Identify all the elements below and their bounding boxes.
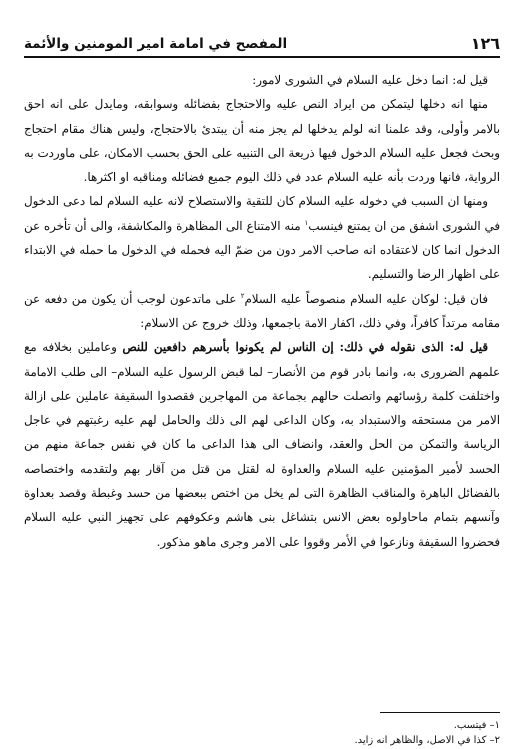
- footnote-ref-1: ١: [304, 218, 309, 227]
- paragraph-4-text-before: فان قيل: لوكان عليه السلام منصوصاً عليه السلام: [244, 291, 488, 306]
- paragraph-1: قيل له: انما دخل عليه السلام في الشورى لامور:: [252, 73, 488, 87]
- paragraph-3-text-before: ومنها ان السبب في دخوله عليه السلام كان للتقية والاستصلاح لانه عليه السلام لما دعى الدخول في الشورى اشفق من ان يمتنع فينسب: [24, 194, 500, 233]
- paragraph-4: [24, 287, 500, 336]
- page-number: ١٢٦: [470, 34, 500, 53]
- paragraph-4-text-after: على ماتدعون لوجب أن يكون من دفعه عن مقامه مرتداً كافراً، وفي ذلك، اكفار الامة باجمعها، وذلك خروج عن الاسلام:: [24, 291, 500, 330]
- footnote-2: ٢– كذا في الاصل، والظاهر انه زايد.: [354, 735, 500, 746]
- paragraph-5-text: وعاملين بخلافه مع علمهم الضرورى به، وانما بادر قوم من الأنصار– لما قبض الرسول عليه السلام– الى طلب الامامة واختلفت كلمة رؤسائهم واتصلت حالهم بجماعة من المهاجرين فقصدوا السقيفة عاملين على ازالة الامر من مستحقه والاستبداد به، وكان الداعى لهم الى ذلك والحامل لهم عليه رغبتهم في عاجل الرياسة والتمكن من الحل والعقد، وانضاف الى هذا الداعى ما كان في نفس جماعة منهم من الحسد لأمير المؤمنين عليه السلام والعداوة له لقتل من قتل من آقار بهم ولتقدمه واختصاصه بالفضائل الباهرة والمناقب الظاهرة التى لم يخل من اختص ببعضها من حسد وغبطة وقصد بعداوة وآنسهم بتمام ماحاولوه بعض الانس بتشاغل بنى هاشم وعكوفهم على تجهيز النبي عليه السلام فحضروا السقيفة ونازعوا في الأمر وقووا على الامر وجرى ماهو مذكور.: [24, 340, 500, 549]
- document-page: [24, 26, 500, 746]
- body-text: [24, 68, 500, 554]
- paragraph-5: [24, 335, 500, 554]
- footnote-ref-2: ٢: [240, 291, 245, 300]
- footnote-1: ١– فيتسب.: [453, 720, 500, 731]
- running-title: المفصح في امامة امير المومنين والأئمة: [24, 36, 288, 52]
- paragraph-2: منها انه دخلها ليتمكن من ايراد النص عليه والاحتجاج بفضائله وسوابقه، ومايدل على انه احق بالامر وأولى، وقد علمنا انه لولم يدخلها لم يجز منه أن يبتدئ بالاحتجاج، وليس هناك مقام احتجاج وبحث فجعل عليه السلام الدخول فيها ذريعة الى التنبيه على الحق بحسب الامكان، على ماوردت به الرواية، فانها وردت بأنه عليه السلام عدد في ذلك اليوم جميع فضائله ومناقبه او اكثرها.: [24, 97, 500, 185]
- paragraph-3-text-after: منه الامتناع الى المظاهرة والمكاشفة، والى أن تأخره عن الدخول انما كان لاعتقاده انه صاحب الامر دون من ضمّ اليه فحمله في الدخول ما حمله في الابتداء على اظهار الرضا والتسليم.: [24, 218, 500, 282]
- paragraph-5-lead: قيل له: الذى نقوله في ذلك: إن الناس لم يكونوا بأسرهم دافعين للنص: [122, 340, 488, 355]
- running-header: [24, 26, 500, 58]
- footnotes: [24, 718, 500, 748]
- paragraph-3: [24, 189, 500, 286]
- footnote-divider: [380, 712, 500, 713]
